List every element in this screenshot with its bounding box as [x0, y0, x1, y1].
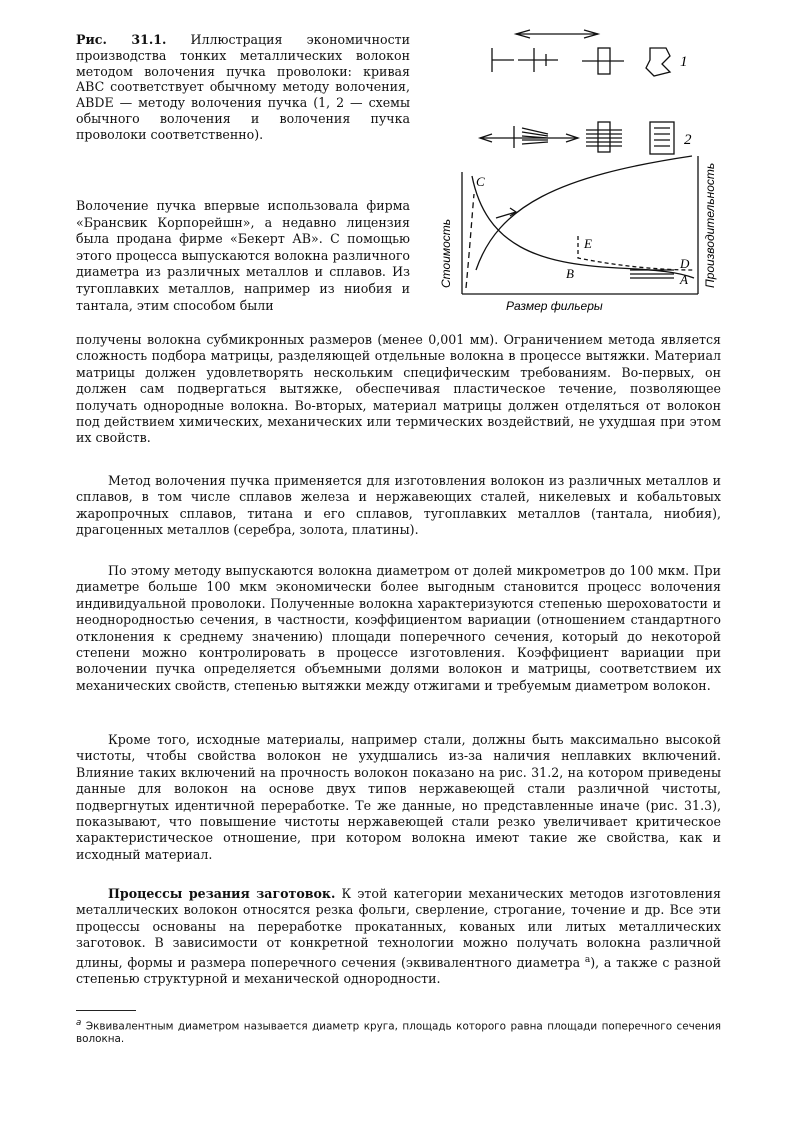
footnote-divider	[76, 1010, 136, 1011]
point-label-b: B	[566, 266, 574, 281]
point-label-a: A	[680, 272, 688, 287]
point-label-e: E	[584, 236, 592, 251]
figure-drawing	[418, 26, 718, 326]
section-paragraph	[76, 886, 721, 988]
intro-paragraph: Волочение пучка впервые использовала фирма «Брансвик Корпорейшн», а недавно лицензия была продана фирме «Бекерт АВ». С помощью этого процесса выпускаются волокна различного диаметра из различных металлов и сплавов. Из тугоплавких металлов, например из ниобия и тантала, этим способом были	[76, 198, 410, 313]
footnote-text: Эквивалентным диаметром называется диаметр круга, площадь которого равна площади поперечного сечения волокна.	[76, 1020, 721, 1046]
paragraph-4: Кроме того, исходные материалы, например стали, должны быть максимально высокой чистоты, чтобы свойства волокон не ухудшались из-за наличия неплавких включений. Влияние таких включений на прочность волокон показано на рис. 31.2, на котором приведены данные для волокон на основе двух типов нержавеющей стали различной чистоты, подвергнутых идентичной переработке. Те же данные, но представленные иначе (рис. 31.3), показывают, что повышение чистоты нержавеющей стали резко увеличивает критическое характеристическое отношение, при котором волокна имеют такие же свойства, как и исходный материал.	[76, 732, 721, 862]
section-text-after-ref: ), а также с разной степенью структурной и механической однородности.	[76, 954, 721, 987]
y-axis-label-left: Стоимость	[439, 218, 453, 288]
continuation-paragraph: получены волокна субмикронных размеров (менее 0,001 мм). Ограничением метода является сложность подбора матрицы, разделяющей отдельные волокна в процессе вытяжки. Материал матрицы должен удовлетворять нескольким специфическим требованиям. Во-первых, он должен сам подвергаться вытяжке, обеспечивая пластическое течение, позволяющее получать однородные волокна. Во-вторых, материал матрицы должен отделяться от волокон под действием химических, механических или термических воздействий, не ухудшая при этом их свойств.	[76, 332, 721, 446]
productivity-curve	[476, 156, 692, 270]
curve-abde	[578, 236, 694, 270]
x-axis-label: Размер фильеры	[506, 299, 603, 313]
chart-axes	[462, 156, 698, 294]
scheme-1-drawing	[492, 30, 670, 76]
scheme-label-2: 2	[684, 132, 692, 148]
point-label-c: C	[476, 174, 485, 189]
figure-caption-label: Рис. 31.1.	[76, 32, 167, 47]
section-heading: Процессы резания заготовок.	[108, 886, 336, 901]
section-text-before-ref: К этой категории механических методов изготовления металлических волокон относятся резка фольги, сверление, строгание, точение и др. Все эти процессы основаны на переработке прокатанных, кованых или литых металлических заготовок. В зависимости от конкретной технологии можно получать волокна различной длины, формы и размера поперечного сечения (эквивалентного диаметра	[76, 886, 721, 970]
curve-abc	[472, 176, 694, 278]
dashed-curve	[466, 194, 474, 288]
footnote	[76, 1017, 721, 1046]
scheme-label-1: 1	[680, 54, 688, 70]
figure-31-1	[418, 26, 718, 326]
paragraph-3: По этому методу выпускаются волокна диаметром от долей микрометров до 100 мкм. При диаметре больше 100 мкм экономически более выгодным становится процесс волочения индивидуальной проволоки. Полученные волокна характеризуются степенью шероховатости и неоднородностью сечения, в частности, коэффициентом вариации (отношением стандартного отклонения к среднему значению) площади поперечного сечения, который до некоторой степени можно контролировать в процессе изготовления. Коэффициент вариации при волочении пучка определяется объемными долями волокон и матрицы, соответствием их механических свойств, степенью вытяжки между отжигами и требуемым диаметром волокон.	[76, 563, 721, 693]
point-label-d: D	[680, 256, 690, 271]
footnote-mark: а	[76, 1018, 82, 1028]
y-axis-label-right: Производительность	[703, 162, 717, 288]
figure-caption-text: Иллюстрация экономичности производства тонких металлических волокон методом волочения пучка проволоки: кривая ABC соответствует обычному методу волочения, ABDE — методу волочения пучка (1, 2 — схемы обычного волочения и волочения пучка проволоки соответственно).	[76, 32, 410, 142]
paragraph-2: Метод волочения пучка применяется для изготовления волокон из различных металлов и сплавов, в том числе сплавов железа и нержавеющих сталей, никелевых и кобальтовых жаропрочных сплавов, титана и его сплавов, тугоплавких металлов (тантала, ниобия), драгоценных металлов (серебра, золота, платины).	[76, 473, 721, 538]
figure-caption	[76, 32, 410, 143]
footnote-reference: а	[584, 954, 591, 965]
scheme-2-drawing	[480, 122, 674, 154]
